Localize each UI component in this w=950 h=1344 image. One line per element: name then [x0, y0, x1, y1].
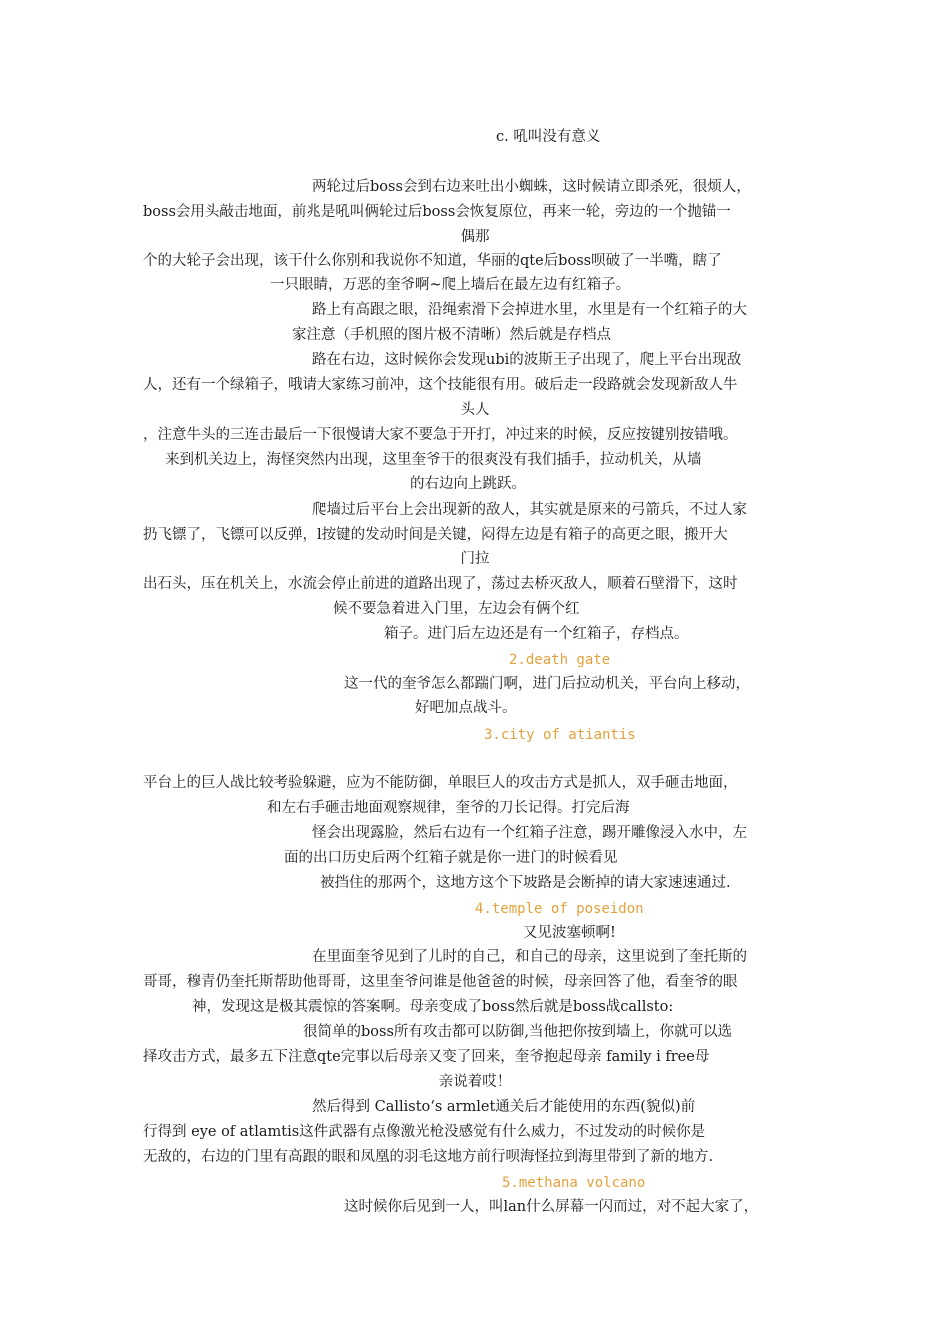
paragraph-line: 无敌的，右边的门里有高跟的眼和凤凰的羽毛这地方前行呗海怪拉到海里带到了新的地方.	[143, 1149, 714, 1165]
paragraph-line: 很简单的boss所有攻击都可以防御,当他把你按到墙上，你就可以选	[303, 1024, 733, 1040]
paragraph-line: 和左右手砸击地面观察规律，奎爷的刀长记得。打完后海	[267, 800, 630, 816]
section-heading: 2.death gate	[509, 652, 611, 668]
paragraph-line: 人，还有一个绿箱子，哦请大家练习前冲，这个技能很有用。破后走一段路就会发现新敌人牛	[143, 377, 738, 393]
paragraph-line: 又见波塞顿啊!	[523, 925, 616, 941]
paragraph-line: 路在右边，这时候你会发现ubi的波斯王子出现了，爬上平台出现敌	[312, 352, 742, 368]
paragraph-line: 亲说着哎！	[438, 1074, 512, 1090]
paragraph-line: 神，发现这是极其震惊的答案啊。母亲变成了boss然后就是boss战callsto:	[192, 999, 674, 1015]
paragraph-line: 的右边向上跳跃。	[410, 476, 526, 492]
paragraph-line: 好吧加点战斗。	[415, 700, 517, 716]
paragraph-line: 然后得到 Callisto‘s armlet通关后才能使用的东西(貌似)前	[312, 1099, 696, 1115]
paragraph-line: 家注意（手机照的图片极不清晰）然后就是存档点	[292, 327, 611, 343]
paragraph-line: 门拉	[460, 551, 490, 567]
paragraph-line: 怪会出现露脸，然后右边有一个红箱子注意，踢开雕像浸入水中，左	[312, 825, 747, 841]
paragraph-line: ，注意牛头的三连击最后一下很慢请大家不要急于开打，冲过来的时候，反应按键别按错哦。	[143, 427, 738, 443]
paragraph-line: 这时候你后见到一人，叫lan什么屏幕一闪而过，对不起大家了，	[344, 1199, 759, 1215]
paragraph-line: 平台上的巨人战比较考验躲避，应为不能防御，单眼巨人的攻击方式是抓人，双手砸击地面，	[143, 775, 738, 791]
paragraph-line: 在里面奎爷见到了儿时的自己，和自己的母亲，这里说到了奎托斯的	[312, 949, 747, 965]
paragraph-line: 箱子。进门后左边还是有一个红箱子，存档点。	[384, 626, 689, 642]
paragraph-line: 个的大轮子会出现，该干什么你别和我说你不知道，华丽的qte后boss呗破了一半嘴，瞎了	[143, 253, 722, 269]
paragraph-line: 候不要急着进入门里，左边会有俩个红	[333, 601, 580, 617]
paragraph-line: 被挡住的那两个，这地方这个下坡路是会断掉的请大家速速通过.	[320, 875, 731, 891]
section-heading: 3.city of atiantis	[484, 727, 636, 743]
paragraph-line: 偶那	[460, 229, 490, 245]
paragraph-line: 爬墙过后平台上会出现新的敌人，其实就是原来的弓箭兵，不过人家	[312, 502, 747, 518]
paragraph-line: 两轮过后boss会到右边来吐出小蜘蛛，这时候请立即杀死，很烦人，	[312, 179, 751, 195]
paragraph-line: 一只眼睛，万恶的奎爷啊~爬上墙后在最左边有红箱子。	[270, 277, 631, 293]
paragraph-line: 这一代的奎爷怎么都踹门啊，进门后拉动机关，平台向上移动，	[344, 676, 750, 692]
paragraph-line: 行得到 eye of atlamtis这件武器有点像激光枪没感觉有什么威力，不过发动的时候你是	[143, 1124, 706, 1140]
section-heading: 4.temple of poseidon	[475, 901, 644, 917]
section-subtitle: c. 吼叫没有意义	[496, 129, 601, 145]
paragraph-line: 路上有高跟之眼，沿绳索滑下会掉进水里，水里是有一个红箱子的大	[312, 302, 747, 318]
paragraph-line: 来到机关边上，海怪突然内出现，这里奎爷干的很爽没有我们插手，拉动机关，从墙	[165, 452, 702, 468]
paragraph-line: 哥哥，穆青仍奎托斯帮助他哥哥，这里奎爷问谁是他爸爸的时候，母亲回答了他，看奎爷的眼	[143, 974, 738, 990]
paragraph-line: 择攻击方式，最多五下注意qte完事以后母亲又变了回来，奎爷抱起母亲 family i free母	[143, 1049, 710, 1065]
paragraph-line: 出石头，压在机关上，水流会停止前进的道路出现了，荡过去桥灭敌人，顺着石壁滑下，这时	[143, 576, 738, 592]
paragraph-line: boss会用头敲击地面，前兆是吼叫俩轮过后boss会恢复原位，再来一轮，旁边的一个抛锚一	[143, 204, 731, 220]
paragraph-line: 扔飞镖了，飞镖可以反弹，l按键的发动时间是关键，闷得左边是有箱子的高更之眼，搬开大	[143, 527, 728, 543]
paragraph-line: 面的出口历史后两个红箱子就是你一进门的时候看见	[284, 850, 618, 866]
paragraph-line: 头人	[460, 402, 490, 418]
section-heading: 5.methana volcano	[502, 1175, 646, 1191]
